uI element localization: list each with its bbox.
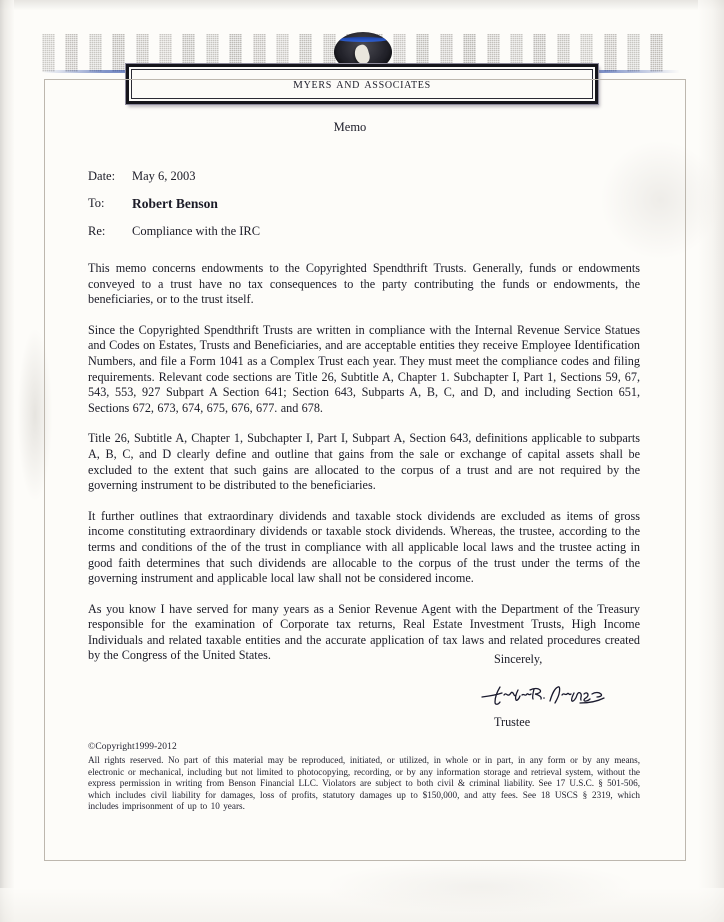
emblem-figure [353, 43, 372, 65]
handwritten-signature [480, 681, 674, 707]
stripe-bar [112, 34, 125, 72]
stripe-bar [65, 34, 78, 72]
stripe-bar [159, 34, 172, 66]
company-name: myers and associates [293, 75, 431, 92]
stripe-bar [416, 34, 429, 66]
memo-field-subject [88, 224, 640, 239]
signature-block [494, 652, 674, 730]
signer-role: Trustee [494, 715, 531, 729]
stripe-bar [89, 34, 102, 72]
stripe-bar [533, 34, 546, 66]
scan-smudge [330, 862, 630, 912]
spacer [88, 251, 640, 261]
stripe-bar [463, 34, 476, 66]
stripe-bar [253, 34, 266, 66]
field-value: Robert Benson [132, 196, 218, 211]
stripe-bar [650, 34, 663, 72]
stripe-bar [136, 34, 149, 66]
field-label: Re: [88, 224, 106, 238]
closing-salutation: Sincerely, [494, 652, 543, 666]
footer-legal-block [88, 742, 640, 813]
field-value: Compliance with the IRC [132, 224, 261, 238]
legal-notice: All rights reserved. No part of this material may be reproduced, initiated, or utilized, in whole or in part, in any form or by any means, electronic or mechanical, including but not limited to photocopying, recording, or by any information storage and retrieval system, without the express permission in writing from Benson Financial LLC. Violators are subject to both civil & criminal liability. See 17 U.S.C. § 501-506, which includes civil liability for damages, loss of profits, statutory damages up to $150,000, and atty fees. See 18 USCS § 2319, which includes imprisonment of up to 10 years. [88, 755, 640, 812]
emblem-rim [338, 37, 388, 42]
memo-field-date [88, 169, 640, 184]
stripe-bar [604, 34, 617, 72]
memo-paragraph: Title 26, Subtitle A, Chapter 1, Subchapter I, Part I, Subpart A, Section 643, definitions applicable to subparts A, B, C, and D clearly define and outline that gains from the sale or exchange of capital assets shall be excluded to the extent that such gains are allocated to the corpus of a trust and are not required by the governing instrument to be distributed to the beneficiaries. [88, 431, 640, 493]
scan-edge-top [0, 0, 724, 10]
field-label: To: [88, 196, 105, 210]
memo-body [88, 120, 640, 679]
stripe-bar [510, 34, 523, 66]
stripe-bar [182, 34, 195, 66]
memo-paragraph: Since the Copyrighted Spendthrift Trusts are written in compliance with the Internal Revenue Service Statues and Codes on Estates, Trusts and Beneficiaries, and are acceptable entities they receive Employee Identification Numbers, and file a Form 1041 as a Complex Trust each year. They must meet the compliance codes and filing requirements. Relevant code sections are Title 26, Subtitle A, Chapter 1. Subchapter I, Part 1, Sections 59, 67, 543, 553, 927 Subpart A Section 641; Section 643, Subparts A, B, C, and D, and including Section 651, Sections 672, 673, 674, 675, 676, 677. and 678. [88, 322, 640, 415]
stripe-bar [580, 34, 593, 66]
memo-field-recipient [88, 196, 640, 212]
stripe-bar [276, 34, 289, 66]
scan-edge-left [0, 0, 14, 922]
field-label: Date: [88, 169, 116, 183]
stripe-bar [627, 34, 640, 72]
stripe-bar [206, 34, 219, 66]
stripe-bar [557, 34, 570, 66]
stripe-bar [299, 34, 312, 66]
memo-label: Memo [333, 120, 367, 134]
scan-edge-right [698, 0, 724, 922]
memo-paragraph: It further outlines that extraordinary dividends and taxable stock dividends are excluded as items of gross income constituting extraordinary dividends or taxable stock dividends. Whereas, the trustee, according to the terms and conditions of the of the trust in compliance with all applicable local laws and the trustee acting in good faith determines that such dividends are allocable to the corpus of the trust under the terms of the governing instrument and applicable local law shall not be considered income. [88, 508, 640, 586]
stripe-bar [393, 34, 406, 66]
stripe-bar [42, 34, 55, 72]
memo-paragraph: As you know I have served for many years as a Senior Revenue Agent with the Department of the Treasury responsible for the examination of Corporate tax returns, Real Estate Investment Trusts, High Income Individuals and related taxable entities and the accurate application of tax laws and related procedures created by the Congress of the United States. [88, 601, 640, 663]
memo-paragraph: This memo concerns endowments to the Copyrighted Spendthrift Trusts. Generally, funds or endowments conveyed to a trust have no tax consequences to the party contributing the funds or endowments, the beneficiaries, or to the trust itself. [88, 261, 640, 307]
stripe-bar [229, 34, 242, 66]
stripe-bar [440, 34, 453, 66]
copyright-line: ©Copyright1999-2012 [88, 742, 177, 752]
field-value: May 6, 2003 [132, 169, 196, 183]
stripe-bar [487, 34, 500, 66]
